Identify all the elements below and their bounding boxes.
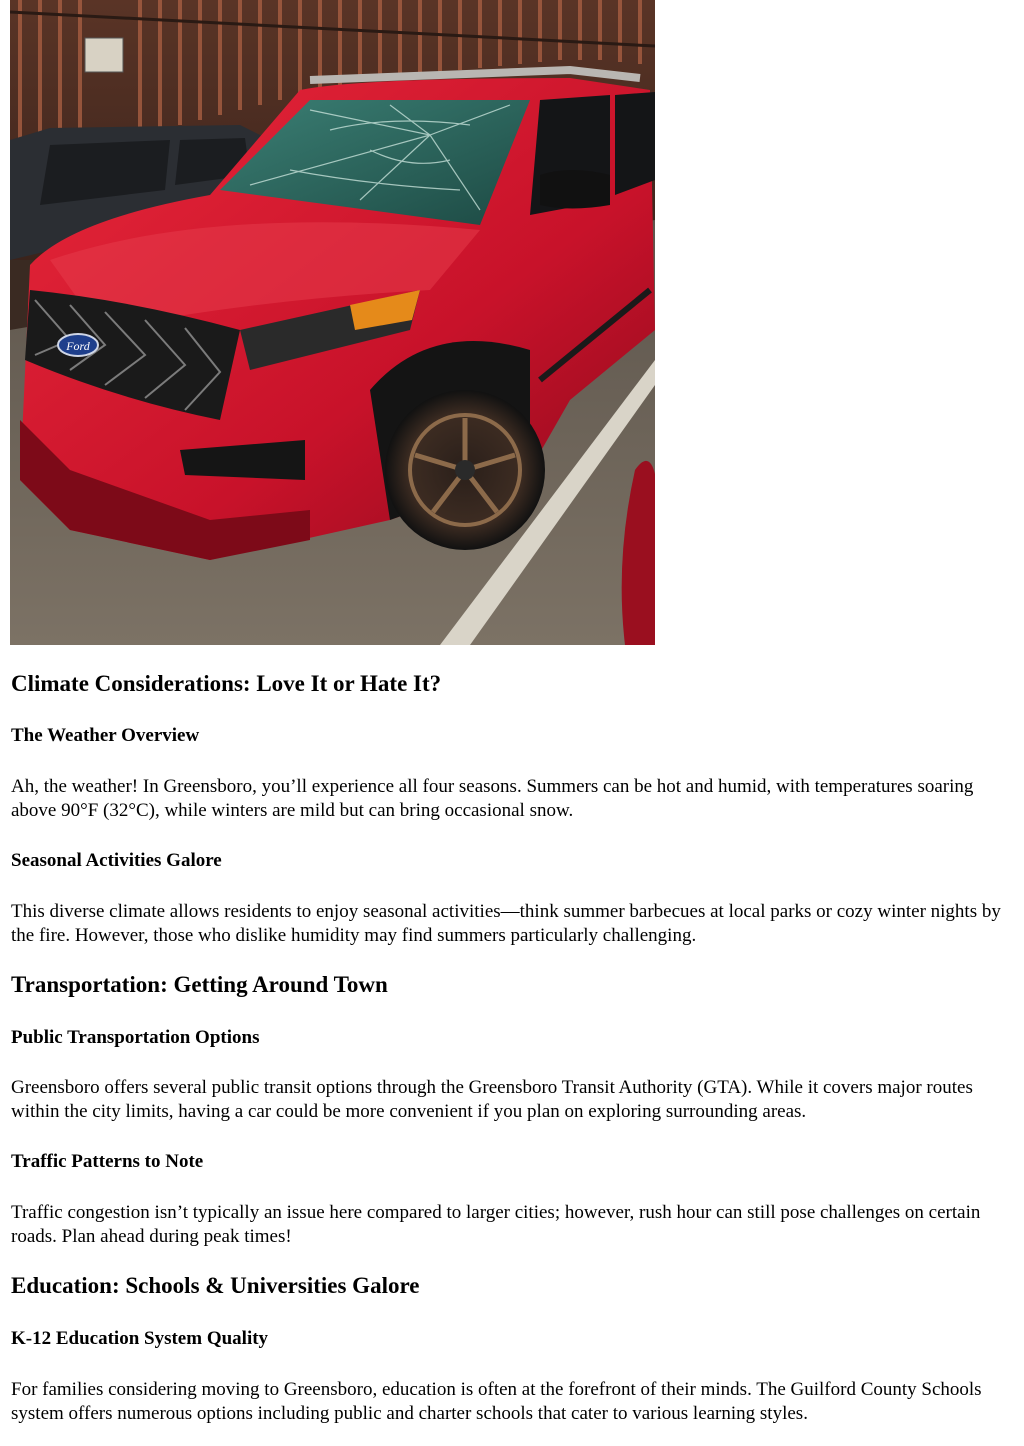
paragraph-weather-overview: Ah, the weather! In Greensboro, you’ll experience all four seasons. Summers can be hot and humid, with temperatures soaring above 90°F (32°C), while winters are mild but can bring occasional snow. bbox=[11, 776, 974, 821]
section-heading-education: Education: Schools & Universities Galore bbox=[11, 1273, 420, 1298]
svg-text:Ford: Ford bbox=[66, 339, 90, 353]
section-heading-transportation: Transportation: Getting Around Town bbox=[11, 972, 388, 997]
subheading-weather-overview: The Weather Overview bbox=[11, 725, 200, 746]
section-heading-climate: Climate Considerations: Love It or Hate It? bbox=[11, 671, 442, 696]
paragraph-seasonal-activities: This diverse climate allows residents to enjoy seasonal activities—think summer barbecues at local parks or cozy winter nights by the fire. However, those who dislike humidity may find summers particularly challenging. bbox=[11, 901, 1001, 946]
paragraph-public-transportation: Greensboro offers several public transit options through the Greensboro Transit Authority (GTA). While it covers major routes within the city limits, having a car could be more convenient if you plan on exploring surrounding areas. bbox=[11, 1077, 973, 1122]
subheading-seasonal-activities: Seasonal Activities Galore bbox=[11, 850, 222, 871]
subheading-k12-education: K-12 Education System Quality bbox=[11, 1328, 269, 1349]
hero-image bbox=[10, 0, 655, 645]
subheading-public-transportation: Public Transportation Options bbox=[11, 1027, 260, 1048]
car-illustration bbox=[10, 0, 655, 645]
paragraph-traffic-patterns: Traffic congestion isn’t typically an issue here compared to larger cities; however, rush hour can still pose challenges on certain roads. Plan ahead during peak times! bbox=[11, 1202, 981, 1247]
paragraph-k12-education: For families considering moving to Greensboro, education is often at the forefront of their minds. The Guilford County Schools system offers numerous options including public and charter schools that cater to various learning styles. bbox=[11, 1379, 982, 1424]
subheading-traffic-patterns: Traffic Patterns to Note bbox=[11, 1151, 204, 1172]
